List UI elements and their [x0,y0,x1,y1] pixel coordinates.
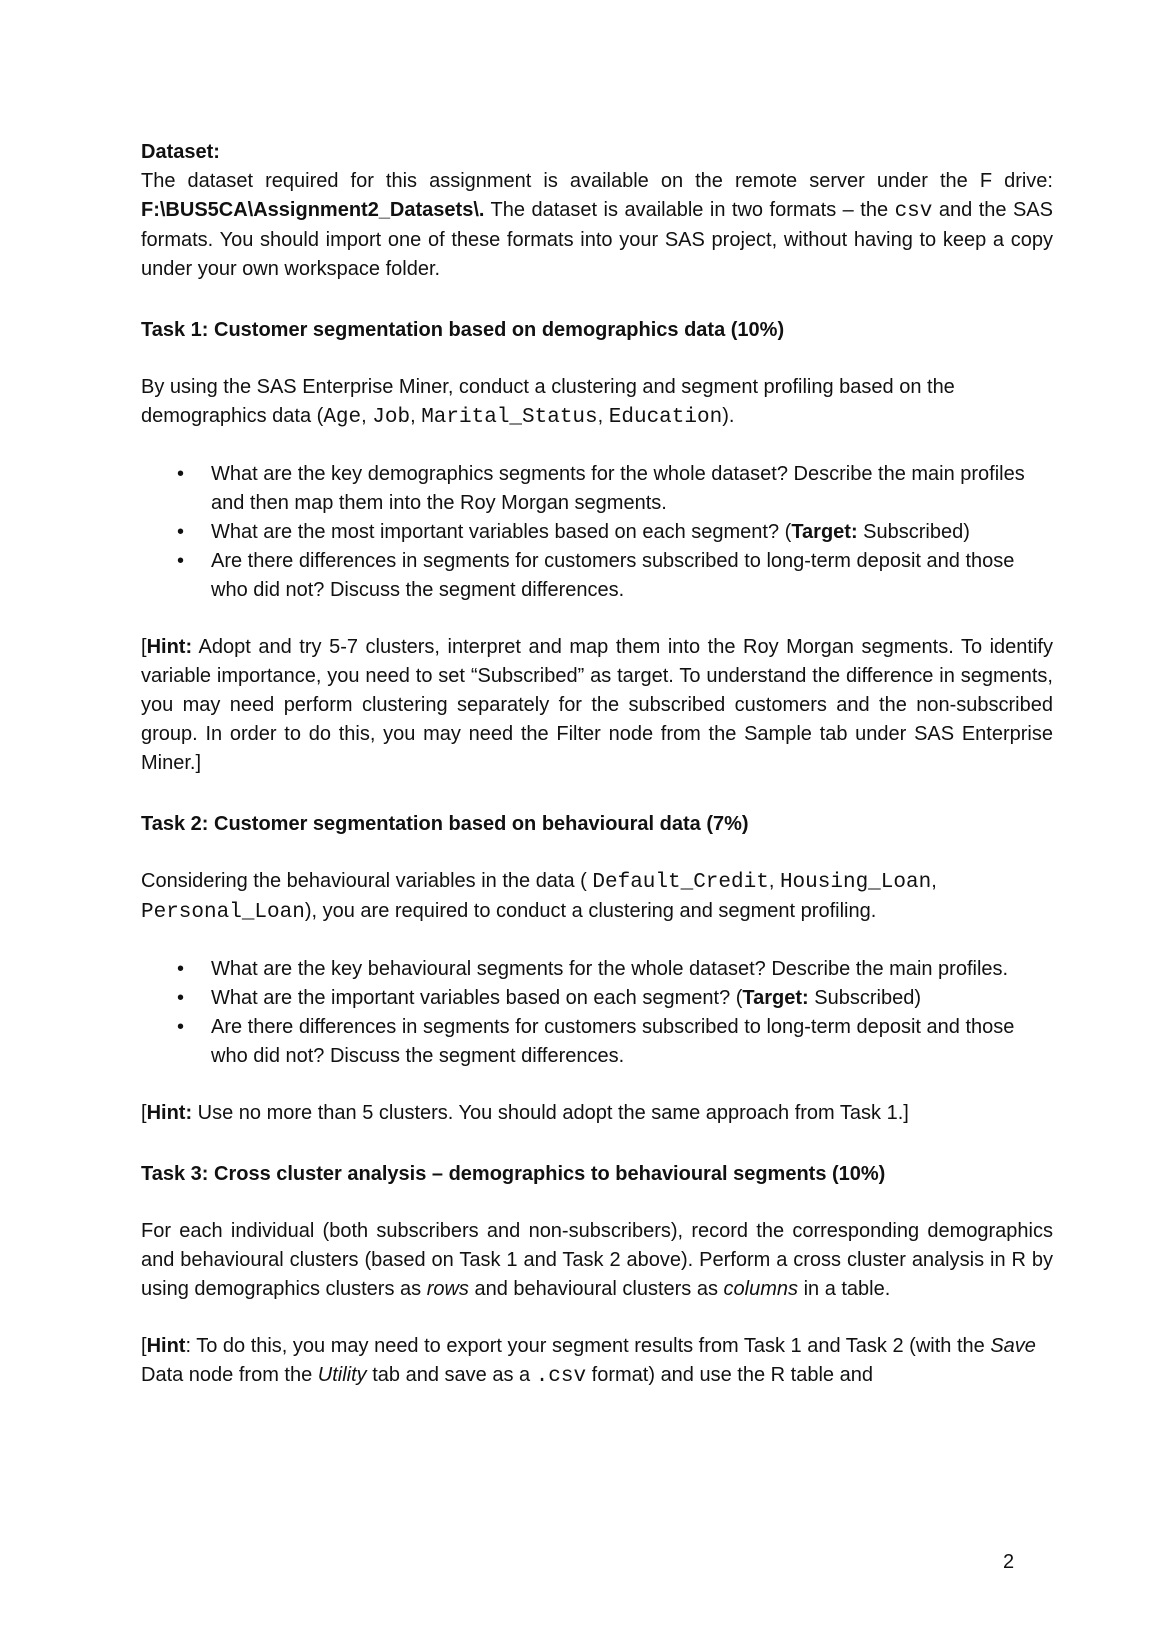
dataset-path: F:\BUS5CA\Assignment2_Datasets\. [141,199,485,221]
task3-hint: [Hint: To do this, you may need to export your segment results from Task 1 and Task 2 (with the Save Data node from the Utility tab and save as a .csv format) and use the R table and [141,1335,1036,1388]
list-item: • What are the most important variables based on each segment? (Target: Subscribed) [141,518,1053,547]
task2-hint: [Hint: Use no more than 5 clusters. You should adopt the same approach from Task 1.] [141,1102,909,1124]
csv-format: csv [894,200,933,223]
bullet-icon: • [177,521,185,543]
csv-extension: .csv [535,1365,587,1388]
task2-intro: Considering the behavioural variables in the data ( Default_Credit, Housing_Loan, Personal_Loan), you are required to conduct a clustering and segment profiling. [141,870,937,924]
dataset-line1: The dataset required for this assignment is available on the remote server under the F drive: [141,170,1053,192]
task1-question-list [141,460,1053,605]
dataset-paragraph: The dataset required for this assignment is available on the remote server under the F drive: F:\BUS5CA\Assignment2_Datasets\. The dataset is available in two formats – the csv and the SAS formats. You should import one of these formats into your SAS project, without having to keep a copy under your own workspace folder. [141,170,1053,280]
var-housing-loan: Housing_Loan [779,871,932,894]
task1-hint: [Hint: Adopt and try 5-7 clusters, interpret and map them into the Roy Morgan segments. To identify variable importance, you need to set “Subscribed” as target. To understand the difference in segments, you may need perform clustering separately for the subscribed customers and the non-subscribed group. In order to do this, you may need the Filter node from the Sample tab under SAS Enterprise Miner.] [141,636,1053,774]
var-education: Education [608,406,723,429]
list-item: • What are the key behavioural segments for the whole dataset? Describe the main profiles. [141,955,1053,984]
bullet-icon: • [177,550,185,572]
bullet-icon: • [177,463,185,485]
task3-heading: Task 3: Cross cluster analysis – demographics to behavioural segments (10%) [141,1163,886,1185]
document-body [141,138,1053,1391]
var-default-credit: Default_Credit [592,871,769,894]
list-item: • Are there differences in segments for customers subscribed to long-term deposit and those who did not? Discuss the segment differences. [141,1013,1053,1071]
page-number: 2 [1003,1551,1015,1573]
task2-heading: Task 2: Customer segmentation based on behavioural data (7%) [141,813,749,835]
task1-heading: Task 1: Customer segmentation based on demographics data (10%) [141,319,785,341]
var-personal-loan: Personal_Loan [141,901,305,924]
dataset-heading: Dataset: [141,141,220,163]
task2-question-list [141,955,1053,1071]
var-job: Job [372,406,411,429]
list-item: • What are the key demographics segments for the whole dataset? Describe the main profiles and then map them into the Roy Morgan segments. [141,460,1053,518]
task3-intro: For each individual (both subscribers and non-subscribers), record the corresponding demographics and behavioural clusters (based on Task 1 and Task 2 above). Perform a cross cluster analysis in R by using demographics clusters as rows and behavioural clusters as columns in a table. [141,1220,1053,1300]
list-item: • Are there differences in segments for customers subscribed to long-term deposit and those who did not? Discuss the segment differences. [141,547,1053,605]
bullet-icon: • [177,1016,185,1038]
bullet-icon: • [177,987,185,1009]
bullet-icon: • [177,958,185,980]
var-marital-status: Marital_Status [421,406,598,429]
list-item: • What are the important variables based on each segment? (Target: Subscribed) [141,984,1053,1013]
task1-intro: By using the SAS Enterprise Miner, conduct a clustering and segment profiling based on the demographics data (Age, Job, Marital_Status, Education). [141,376,955,429]
var-age: Age [323,406,362,429]
